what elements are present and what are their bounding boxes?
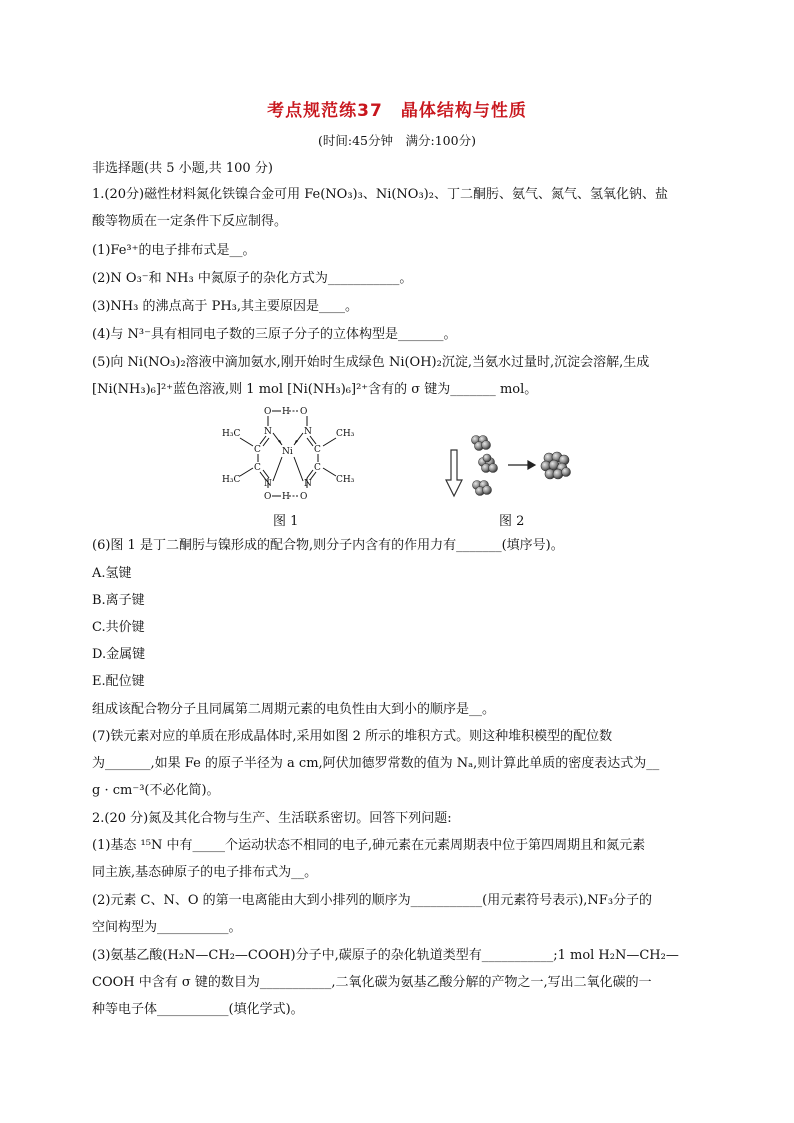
- q1-part7-line1: (7)铁元素对应的单质在形成晶体时,采用如图 2 所示的堆积方式。则这种堆积模型的配位数: [92, 729, 613, 744]
- atom-label: C: [254, 445, 261, 455]
- q1-part7-line3: g · cm⁻³(不必化简)。: [92, 783, 220, 798]
- q1-part3: (3)NH₃ 的沸点高于 PH₃,其主要原因是____。: [92, 299, 359, 314]
- q1-part2: (2)N O₃⁻和 NH₃ 中氮原子的杂化方式为___________。: [92, 271, 413, 286]
- q1-part5-line1: (5)向 Ni(NO₃)₂溶液中滴加氨水,刚开始时生成绿色 Ni(OH)₂沉淀,当氨水过量时,沉淀会溶解,生成: [92, 355, 650, 370]
- q2-part2-line2: 空间构型为___________。: [92, 920, 242, 935]
- atom-label: O: [300, 407, 308, 417]
- atom-label: N: [304, 479, 312, 489]
- atom-label: C: [314, 463, 321, 473]
- option-e: E.配位键: [92, 674, 145, 689]
- q2-part1-line2: 同主族,基态砷原子的电子排布式为__。: [92, 865, 318, 880]
- figure1-caption: 图 1: [273, 514, 299, 529]
- methyl-label: H₃C: [222, 429, 241, 439]
- q1-stem-line2: 酸等物质在一定条件下反应制得。: [92, 214, 288, 229]
- right-arrow-icon: [508, 461, 535, 469]
- q2-part3-line1: (3)氨基乙酸(H₂N—CH₂—COOH)分子中,碳原子的杂化轨道类型有___________;1 mol H₂N—CH₂—: [92, 948, 679, 963]
- atom-label: N: [264, 479, 272, 489]
- page-subtitle: (时间:45分钟 满分:100分): [318, 133, 476, 148]
- atom-label: N: [264, 427, 272, 437]
- methyl-label: H₃C: [222, 475, 241, 485]
- figure1-structure: [218, 402, 368, 502]
- q1-part6b: 组成该配合物分子且同属第二周期元素的电负性由大到小的顺序是__。: [92, 702, 496, 717]
- atom-label: C: [254, 463, 261, 473]
- methyl-label: CH₃: [336, 475, 355, 485]
- q2-part2-line1: (2)元素 C、N、O 的第一电离能由大到小排列的顺序为___________(用元素符号表示),NF₃分子的: [92, 893, 653, 908]
- section-heading: 非选择题(共 5 小题,共 100 分): [92, 161, 273, 176]
- q2-part1-line1: (1)基态 ¹⁵N 中有_____个运动状态不相同的电子,砷元素在元素周期表中位于第四周期且和氮元素: [92, 838, 646, 853]
- q1-part6: (6)图 1 是丁二酮肟与镍形成的配合物,则分子内含有的作用力有_______(填序号)。: [92, 538, 564, 553]
- down-arrow-icon: [446, 450, 462, 496]
- option-b: B.离子键: [92, 593, 145, 608]
- atom-label: O: [264, 407, 272, 417]
- page-title: 考点规范练37 晶体结构与性质: [267, 101, 527, 121]
- atom-label: H: [282, 492, 290, 502]
- figure2-packing: [443, 432, 578, 502]
- atom-label: N: [304, 427, 312, 437]
- q1-part1: (1)Fe³⁺的电子排布式是__。: [92, 243, 256, 258]
- q1-part4: (4)与 N³⁻具有相同电子数的三原子分子的立体构型是_______。: [92, 327, 457, 342]
- atom-label: Ni: [282, 447, 293, 457]
- option-a: A.氢键: [92, 566, 132, 581]
- atom-label: H: [282, 407, 290, 417]
- q1-part5-line2: [Ni(NH₃)₆]²⁺蓝色溶液,则 1 mol [Ni(NH₃)₆]²⁺含有的 σ 键为_______ mol。: [92, 382, 538, 397]
- option-c: C.共价键: [92, 620, 145, 635]
- figure2-caption: 图 2: [499, 514, 525, 529]
- q2-part3-line3: 种等电子体___________(填化学式)。: [92, 1002, 304, 1017]
- q2-part3-line2: COOH 中含有 σ 键的数目为___________,二氧化碳为氨基乙酸分解的产物之一,写出二氧化碳的一: [92, 975, 652, 990]
- atom-label: O: [300, 492, 308, 502]
- q1-part7-line2: 为_______,如果 Fe 的原子半径为 a cm,阿伏加德罗常数的值为 Nₐ,则计算此单质的密度表达式为__: [92, 756, 660, 771]
- atom-label: O: [264, 492, 272, 502]
- q1-stem-line1: 1.(20分)磁性材料氮化铁镍合金可用 Fe(NO₃)₃、Ni(NO₃)₂、丁二酮肟、氨气、氮气、氢氧化钠、盐: [92, 187, 668, 202]
- methyl-label: CH₃: [336, 429, 355, 439]
- q2-stem: 2.(20 分)氮及其化合物与生产、生活联系密切。回答下列问题:: [92, 811, 452, 826]
- atom-label: C: [314, 445, 321, 455]
- option-d: D.金属键: [92, 647, 146, 662]
